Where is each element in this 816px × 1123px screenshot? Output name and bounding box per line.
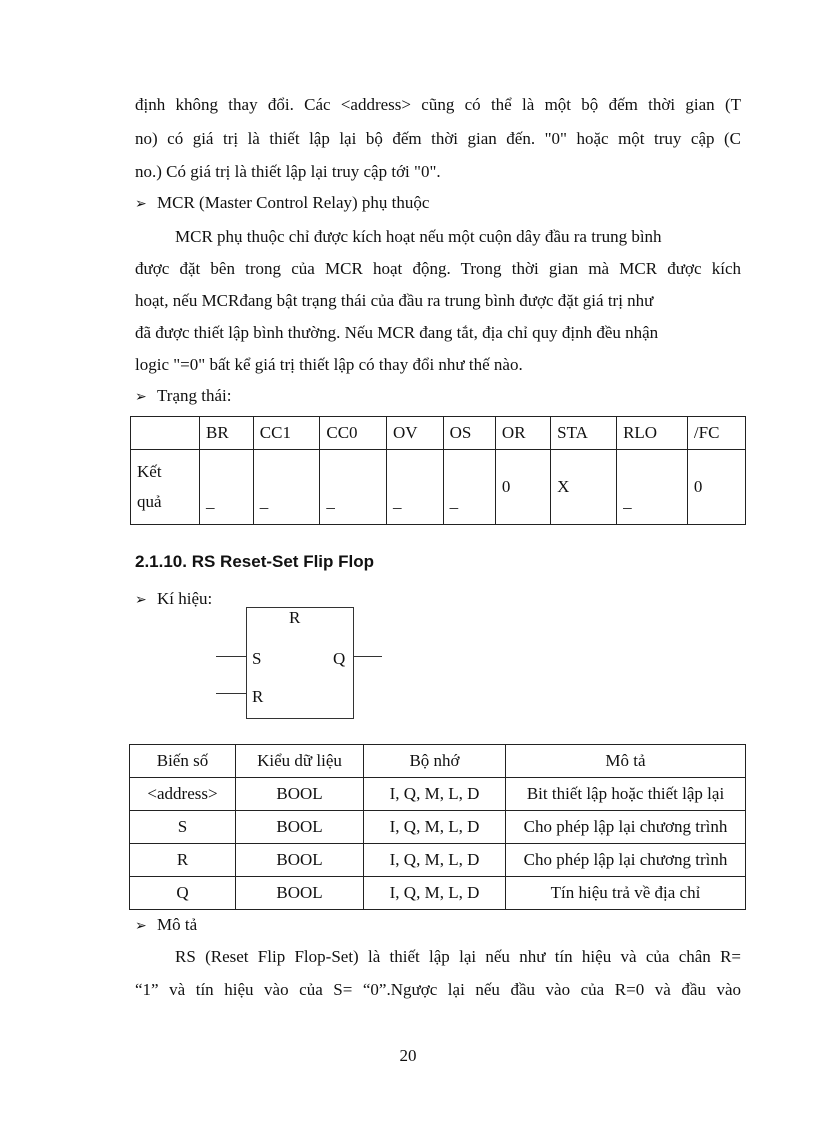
table-cell: <address> bbox=[130, 778, 236, 811]
table-cell: BOOL bbox=[236, 811, 364, 844]
table-cell: I, Q, M, L, D bbox=[364, 877, 506, 910]
symbol-top-label: R bbox=[289, 608, 301, 627]
paragraph-line: no) có giá trị là thiết lập lại bộ đếm thời gian đến. "0" hoặc một truy cập (C bbox=[135, 129, 741, 148]
table-cell: BR bbox=[200, 417, 254, 450]
symbol-output-q: Q bbox=[333, 649, 346, 668]
row-label-line: quả bbox=[137, 492, 162, 511]
table-cell: CC0 bbox=[320, 417, 387, 450]
table-cell: I, Q, M, L, D bbox=[364, 778, 506, 811]
parameter-table bbox=[129, 744, 746, 910]
table-cell: Bit thiết lập hoặc thiết lập lại bbox=[506, 778, 746, 811]
table-cell: _ bbox=[617, 450, 688, 525]
paragraph-line: hoạt, nếu MCRđang bật trạng thái của đầu ra trung bình được đặt giá trị như bbox=[135, 291, 654, 310]
input-s-wire bbox=[216, 656, 246, 657]
table-row bbox=[130, 745, 746, 778]
bullet-text: Trạng thái: bbox=[157, 386, 232, 405]
paragraph-line: logic "=0" bất kể giá trị thiết lập có thay đổi như thế nào. bbox=[135, 355, 523, 374]
symbol-input-r: R bbox=[252, 687, 264, 706]
table-cell: 0 bbox=[495, 450, 550, 525]
bullet-arrow-icon: ➢ bbox=[135, 390, 147, 405]
table-cell: OR bbox=[495, 417, 550, 450]
table-cell: OV bbox=[386, 417, 443, 450]
output-q-wire bbox=[353, 656, 382, 657]
table-cell: 0 bbox=[687, 450, 745, 525]
bullet-arrow-icon: ➢ bbox=[135, 919, 147, 934]
bullet-mcr bbox=[135, 193, 429, 213]
bullet-arrow-icon: ➢ bbox=[135, 197, 147, 212]
table-cell: S bbox=[130, 811, 236, 844]
paragraph-line: “1” và tín hiệu vào của S= “0”.Ngược lại nếu đầu vào của R=0 và đầu vào bbox=[135, 980, 741, 999]
table-cell: BOOL bbox=[236, 844, 364, 877]
bullet-description bbox=[135, 915, 197, 935]
table-cell: OS bbox=[443, 417, 495, 450]
table-cell: Cho phép lập lại chương trình bbox=[506, 811, 746, 844]
table-cell: _ bbox=[200, 450, 254, 525]
paragraph-line: RS (Reset Flip Flop-Set) là thiết lập lại nếu như tín hiệu và của chân R= bbox=[175, 947, 741, 966]
table-cell: Kiểu dữ liệu bbox=[236, 745, 364, 778]
row-label-line: Kết bbox=[137, 462, 162, 481]
table-row bbox=[130, 811, 746, 844]
section-heading: 2.1.10. RS Reset-Set Flip Flop bbox=[135, 552, 375, 571]
table-row bbox=[131, 450, 746, 525]
table-cell bbox=[131, 450, 200, 525]
table-row bbox=[131, 417, 746, 450]
page-number: 20 bbox=[399, 1046, 417, 1065]
table-cell: Bộ nhớ bbox=[364, 745, 506, 778]
bullet-arrow-icon: ➢ bbox=[135, 593, 147, 608]
table-row bbox=[130, 844, 746, 877]
paragraph-line: MCR phụ thuộc chỉ được kích hoạt nếu một cuộn dây đầu ra trung bình bbox=[175, 227, 662, 246]
table-cell: I, Q, M, L, D bbox=[364, 844, 506, 877]
table-cell: X bbox=[551, 450, 617, 525]
rs-flipflop-symbol bbox=[246, 607, 354, 719]
input-r-wire bbox=[216, 693, 246, 694]
table-row bbox=[130, 877, 746, 910]
table-cell: BOOL bbox=[236, 778, 364, 811]
table-cell: /FC bbox=[687, 417, 745, 450]
status-table bbox=[130, 416, 746, 525]
paragraph-line: đã được thiết lập bình thường. Nếu MCR đang tắt, địa chỉ quy định đều nhận bbox=[135, 323, 659, 342]
paragraph-line: định không thay đổi. Các <address> cũng có thể là một bộ đếm thời gian (T bbox=[135, 95, 741, 114]
table-cell: _ bbox=[443, 450, 495, 525]
table-cell: Biến số bbox=[130, 745, 236, 778]
symbol-input-s: S bbox=[252, 649, 262, 668]
table-cell: RLO bbox=[617, 417, 688, 450]
bullet-status bbox=[135, 386, 231, 406]
table-row bbox=[130, 778, 746, 811]
table-cell: _ bbox=[253, 450, 320, 525]
table-cell: _ bbox=[386, 450, 443, 525]
table-cell: _ bbox=[320, 450, 387, 525]
bullet-text: Kí hiệu: bbox=[157, 589, 213, 608]
table-cell: R bbox=[130, 844, 236, 877]
paragraph-line: no.) Có giá trị là thiết lập lại truy cập tới "0". bbox=[135, 162, 441, 181]
table-cell: Q bbox=[130, 877, 236, 910]
table-cell: CC1 bbox=[253, 417, 320, 450]
table-cell: I, Q, M, L, D bbox=[364, 811, 506, 844]
table-cell: Mô tả bbox=[506, 745, 746, 778]
bullet-text: MCR (Master Control Relay) phụ thuộc bbox=[157, 193, 430, 212]
table-cell: Cho phép lập lại chương trình bbox=[506, 844, 746, 877]
bullet-symbol bbox=[135, 589, 212, 609]
table-cell bbox=[131, 417, 200, 450]
bullet-text: Mô tả bbox=[157, 915, 198, 934]
paragraph-line: được đặt bên trong của MCR hoạt động. Trong thời gian mà MCR được kích bbox=[135, 259, 741, 278]
table-cell: BOOL bbox=[236, 877, 364, 910]
table-cell: STA bbox=[551, 417, 617, 450]
table-cell: Tín hiệu trả về địa chỉ bbox=[506, 877, 746, 910]
